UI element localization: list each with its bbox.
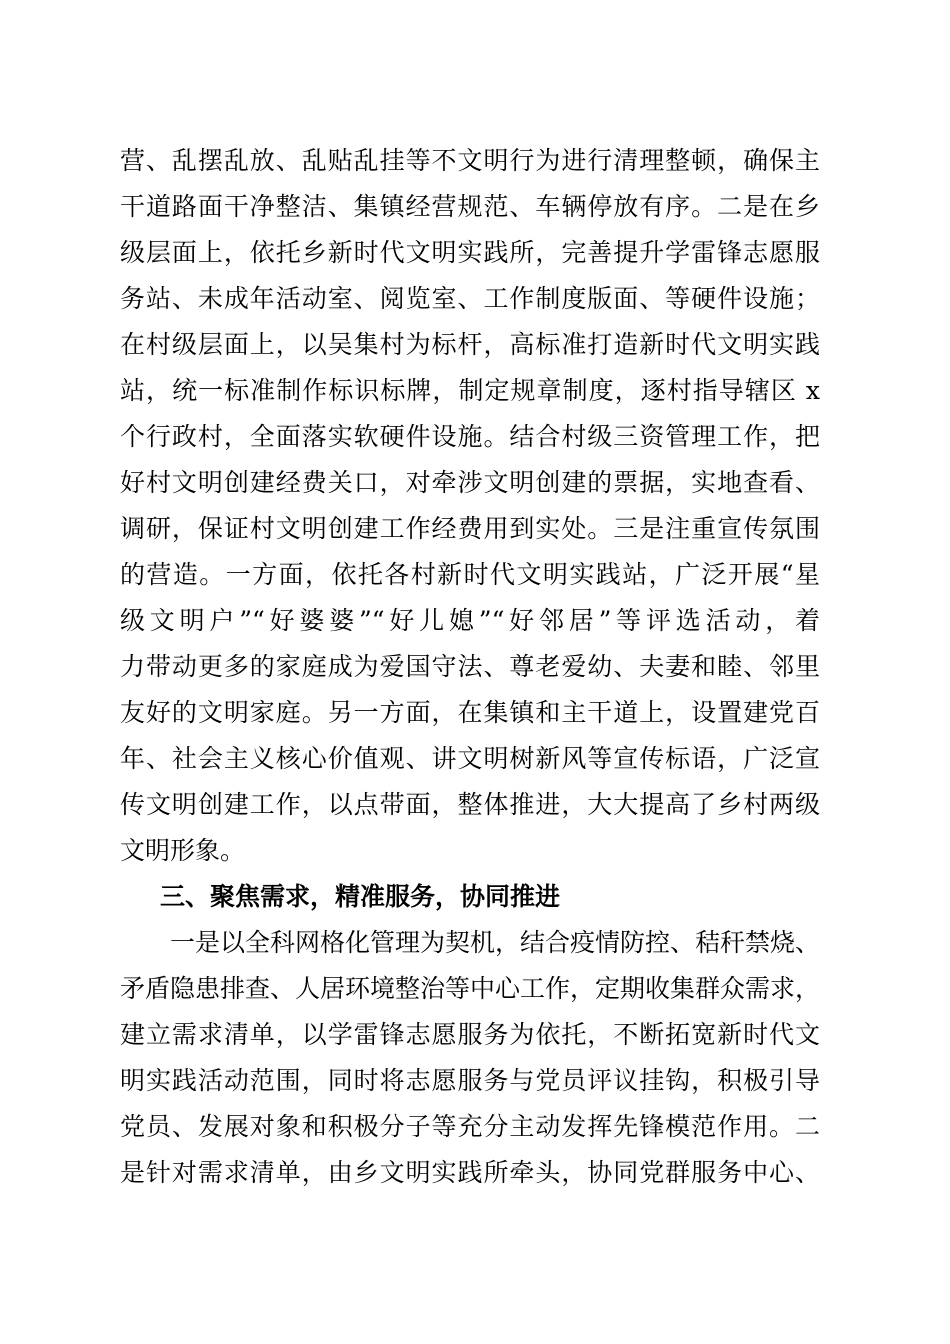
text-line: 文明形象。: [120, 836, 246, 865]
text-line: 在村级层面上，以吴集村为标杆，高标准打造新时代文明实践: [120, 330, 820, 359]
section-heading: 三、聚焦需求，精准服务，协同推进: [160, 882, 561, 911]
paragraph-2: [120, 920, 820, 1196]
text-line: 级文明户”“好婆婆”“好儿媳”“好邻居”等评选活动，着: [120, 606, 820, 635]
text-line: 调研，保证村文明创建工作经费用到实处。三是注重宣传氛围: [120, 514, 820, 543]
text-line: 年、社会主义核心价值观、讲文明树新风等宣传标语，广泛宣: [120, 744, 820, 773]
text-line: 力带动更多的家庭成为爱国守法、尊老爱幼、夫妻和睦、邻里: [120, 652, 820, 681]
text-line: 务站、未成年活动室、阅览室、工作制度版面、等硬件设施；: [120, 284, 820, 313]
text-line: 的营造。一方面，依托各村新时代文明实践站，广泛开展“星: [120, 560, 820, 589]
text-line: 传文明创建工作，以点带面，整体推进，大大提高了乡村两级: [120, 790, 820, 819]
text-line: 站，统一标准制作标识标牌，制定规章制度，逐村指导辖区 x: [120, 376, 820, 405]
text-line: 个行政村，全面落实软硬件设施。结合村级三资管理工作，把: [120, 422, 820, 451]
text-line: 是针对需求清单，由乡文明实践所牵头，协同党群服务中心、: [120, 1158, 820, 1187]
text-line: 级层面上，依托乡新时代文明实践所，完善提升学雷锋志愿服: [120, 238, 820, 267]
paragraph-1: [120, 138, 820, 874]
text-line: 一是以全科网格化管理为契机，结合疫情防控、秸秆禁烧、: [170, 928, 820, 957]
text-line: 营、乱摆乱放、乱贴乱挂等不文明行为进行清理整顿，确保主: [120, 146, 820, 175]
text-line: 矛盾隐患排查、人居环境整治等中心工作，定期收集群众需求，: [120, 974, 820, 1003]
text-line: 干道路面干净整洁、集镇经营规范、车辆停放有序。二是在乡: [120, 192, 820, 221]
text-line: 党员、发展对象和积极分子等充分主动发挥先锋模范作用。二: [120, 1112, 820, 1141]
text-line: 明实践活动范围，同时将志愿服务与党员评议挂钩，积极引导: [120, 1066, 820, 1095]
text-line: 友好的文明家庭。另一方面，在集镇和主干道上，设置建党百: [120, 698, 820, 727]
document-body: [120, 138, 820, 1196]
text-line: 建立需求清单，以学雷锋志愿服务为依托，不断拓宽新时代文: [120, 1020, 820, 1049]
text-line: 好村文明创建经费关口，对牵涉文明创建的票据，实地查看、: [120, 468, 820, 497]
